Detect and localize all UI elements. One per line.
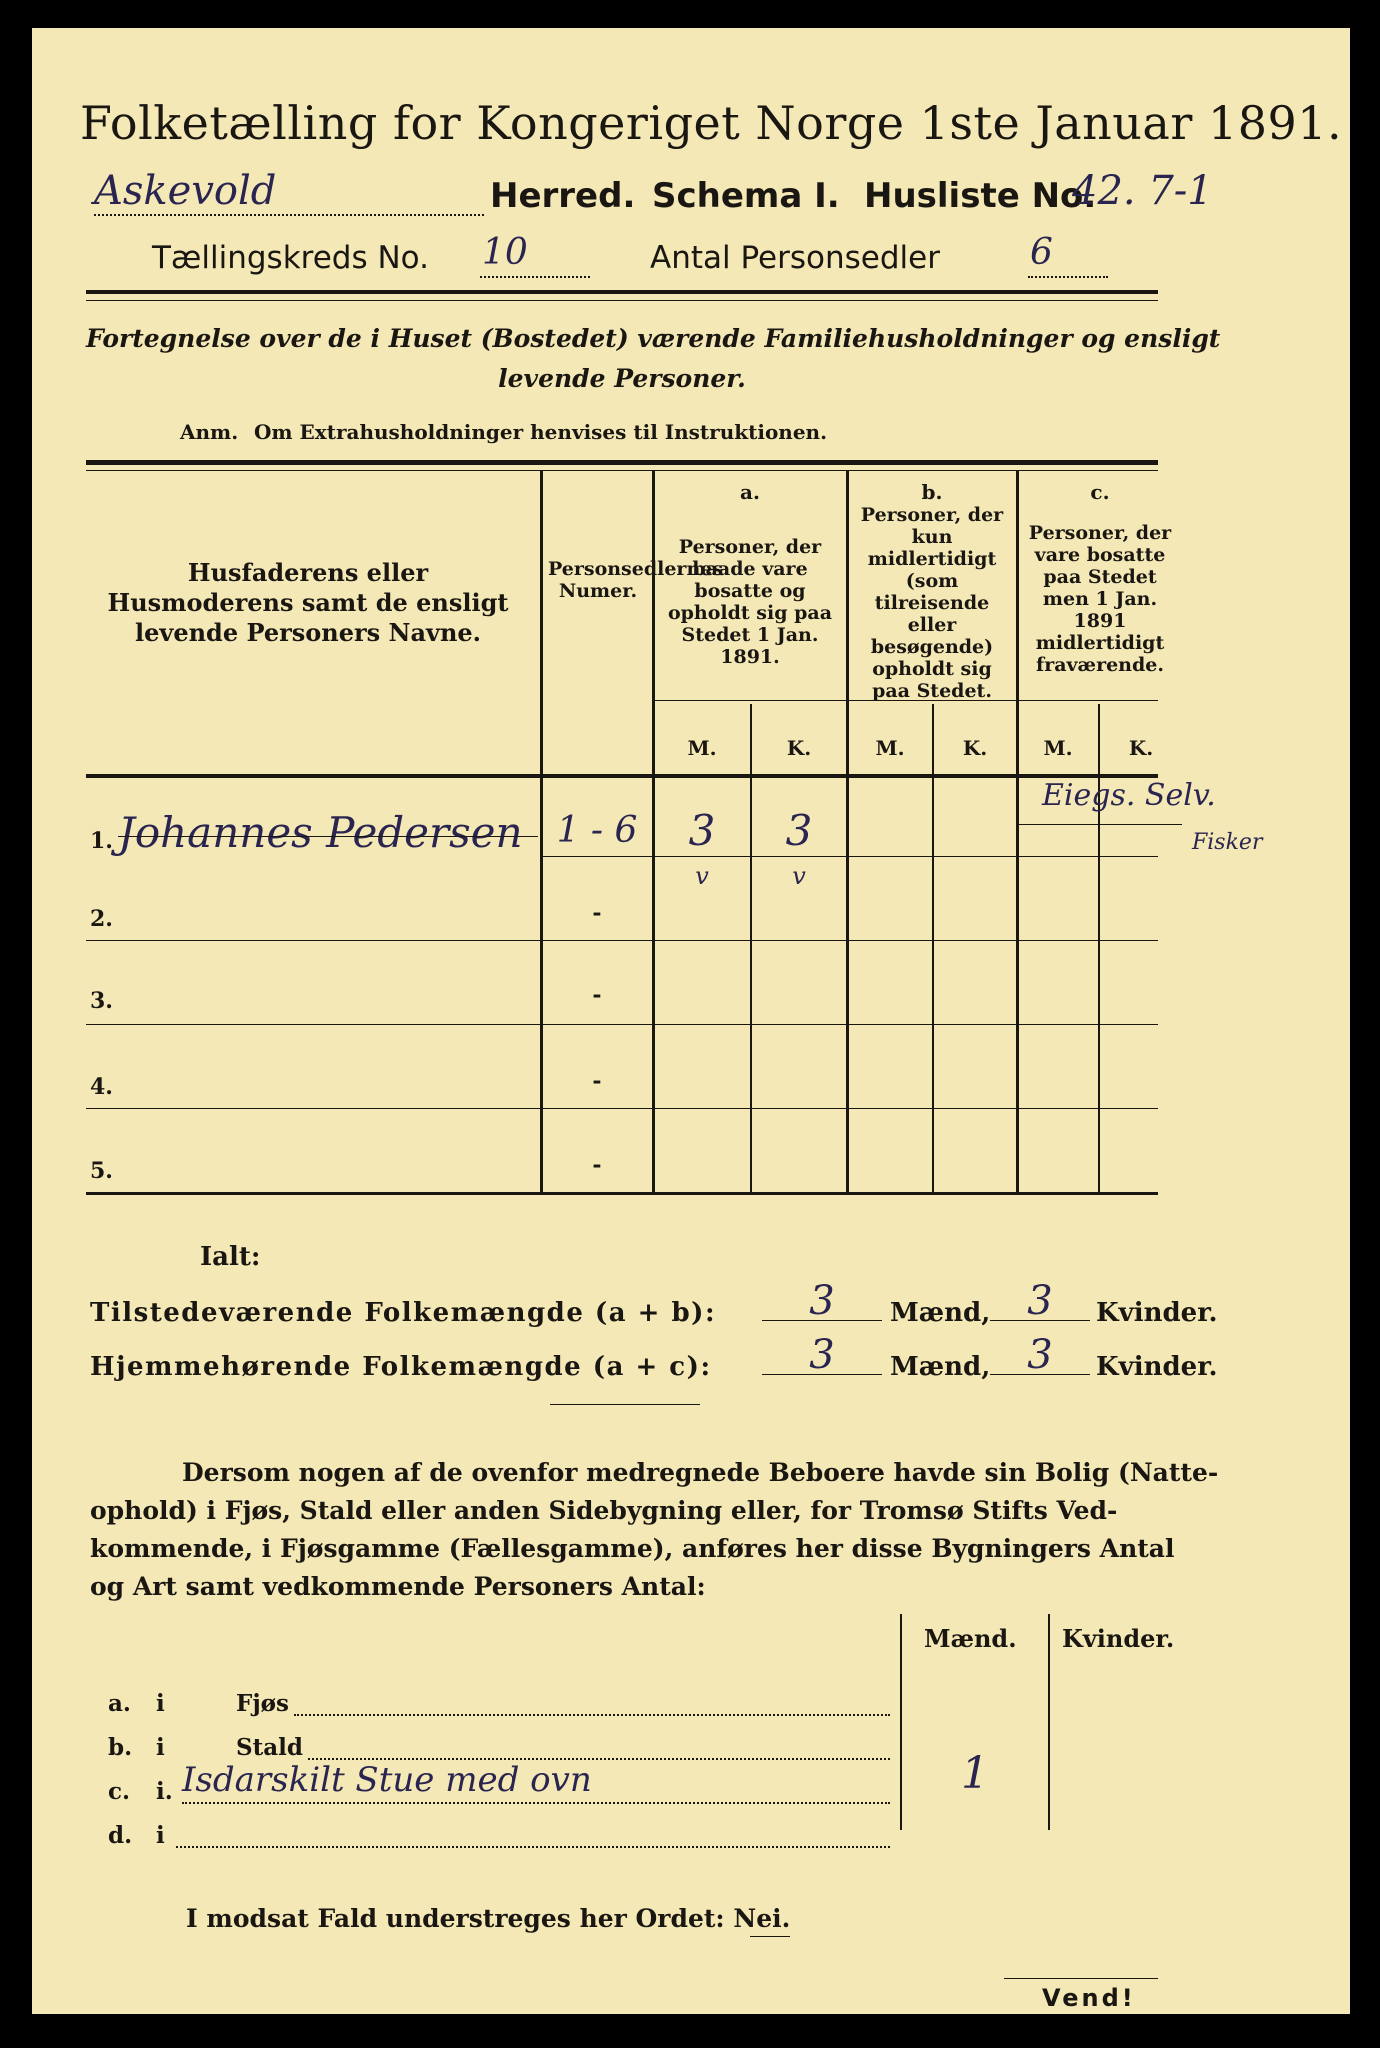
census-form xyxy=(32,28,1350,2014)
row-1-note: Eiegs. Selv. xyxy=(1042,778,1216,813)
header-c-m: M. xyxy=(1043,736,1073,760)
tilstede-k: 3 xyxy=(1027,1278,1053,1324)
item-d-key: d. xyxy=(108,1822,133,1849)
vend-label: Vend! xyxy=(1042,1984,1136,2012)
nei-underline xyxy=(750,1936,790,1937)
herred-dots xyxy=(94,214,484,216)
antal-value: 6 xyxy=(1030,232,1053,273)
hjemme-kvinder: Kvinder. xyxy=(1096,1352,1218,1382)
item-d-dots xyxy=(176,1846,890,1848)
col-header-b: Personer, der kun midlertidigt (som tilreisende eller besøgende) opholdt sig paa Stedet. xyxy=(860,504,1004,702)
row-1-note-2: Fisker xyxy=(1192,830,1263,855)
row-1-rule-name xyxy=(118,836,538,837)
tilstede-maend: Mænd, xyxy=(890,1298,991,1328)
nei-text: I modsat Fald understreges her Ordet: Nei. xyxy=(186,1904,791,1933)
buildings-col-2 xyxy=(1048,1614,1050,1830)
herred-label: Herred. xyxy=(490,176,636,216)
tilstede-m-line xyxy=(762,1320,882,1321)
col-header-names: Husfaderens eller Husmoderens samt de ensligt levende Personers Navne. xyxy=(107,558,509,647)
col-header-c-letter: c. xyxy=(1090,480,1110,504)
item-a-i: i xyxy=(156,1690,165,1717)
row-1-check-m: v xyxy=(695,862,709,890)
husliste-value: 42. 7-1 xyxy=(1072,168,1213,214)
section-divider xyxy=(550,1404,700,1405)
header-a-k: K. xyxy=(786,736,812,760)
buildings-p2: ophold) i Fjøs, Stald eller anden Sidebygning eller, for Tromsø Stifts Ved- xyxy=(90,1496,1118,1525)
col-header-b-letter: b. xyxy=(921,480,943,504)
husliste-label: Husliste No. xyxy=(864,176,1097,216)
buildings-kvinder-header: Kvinder. xyxy=(1062,1624,1175,1653)
tilstede-m: 3 xyxy=(809,1278,835,1324)
tilstede-label: Tilstedeværende Folkemængde (a + b): xyxy=(90,1298,717,1328)
col-divider-3 xyxy=(846,470,849,1192)
row-1-num: 1. xyxy=(90,828,113,854)
row-1-a-m: 3 xyxy=(688,806,716,855)
header-b-m: M. xyxy=(875,736,905,760)
row-1-check-k: v xyxy=(792,862,806,890)
anm-label: Anm. xyxy=(180,420,239,444)
row-1-rule-cells xyxy=(542,856,1158,857)
row-4-num: 4. xyxy=(90,1074,113,1100)
item-a-label: Fjøs xyxy=(236,1690,289,1717)
anm-text: Om Extrahusholdninger henvises til Instruktionen. xyxy=(254,420,828,444)
item-a-dots xyxy=(294,1714,890,1716)
header-a-m: M. xyxy=(687,736,717,760)
col-header-num: Personsedlernes Numer. xyxy=(548,558,724,602)
row-4-sedler: - xyxy=(592,1068,602,1094)
row-5-num: 5. xyxy=(90,1158,113,1184)
mk-rule xyxy=(652,700,1158,701)
col-header-c: Personer, der vare bosatte paa Stedet men 1 Jan. 1891 midlertidigt fraværende. xyxy=(1028,522,1172,676)
intro-line-1: Fortegnelse over de i Huset (Bostedet) værende Familiehusholdninger og ensligt xyxy=(86,324,1221,353)
item-b-key: b. xyxy=(108,1734,133,1761)
row-2-sedler: - xyxy=(592,900,602,926)
col-header-a-letter: a. xyxy=(740,480,760,504)
form-title: Folketælling for Kongeriget Norge 1ste Januar 1891. xyxy=(80,96,1343,150)
buildings-p1: Dersom nogen af de ovenfor medregnede Beboere havde sin Bolig (Natte- xyxy=(182,1458,1219,1487)
row-1-sedler: 1 - 6 xyxy=(556,810,638,851)
schema-label: Schema I. xyxy=(652,176,840,216)
header-b-k: K. xyxy=(962,736,988,760)
rule-top-2 xyxy=(86,300,1158,301)
kreds-dots xyxy=(480,276,590,278)
hjemme-k-line xyxy=(990,1374,1090,1375)
row-1-a-k: 3 xyxy=(785,806,813,855)
row-3-sedler: - xyxy=(592,982,602,1008)
hjemme-m-line xyxy=(762,1374,882,1375)
tilstede-k-line xyxy=(990,1320,1090,1321)
intro-line-2: levende Personer. xyxy=(498,364,746,393)
ialt-label: Ialt: xyxy=(200,1242,261,1272)
table-bottom-rule xyxy=(86,1192,1158,1195)
item-c-label: Isdarskilt Stue med ovn xyxy=(182,1760,592,1800)
table-body-rule xyxy=(86,774,1158,778)
kreds-value: 10 xyxy=(482,232,528,273)
item-d-i: i xyxy=(156,1822,165,1849)
item-b-label: Stald xyxy=(236,1734,303,1761)
col-divider-4 xyxy=(1016,470,1019,1192)
item-a-key: a. xyxy=(108,1690,131,1717)
row-3-rule xyxy=(86,1024,1158,1025)
row-1-rule-note xyxy=(1018,824,1182,825)
hjemme-maend: Mænd, xyxy=(890,1352,991,1382)
col-header-a: Personer, der baade vare bosatte og opholdt sig paa Stedet 1 Jan. 1891. xyxy=(667,536,833,668)
buildings-p3: kommende, i Fjøsgamme (Fællesgamme), anføres her disse Bygningers Antal xyxy=(90,1534,1175,1563)
item-c-dots xyxy=(182,1802,890,1804)
row-5-sedler: - xyxy=(592,1152,602,1178)
vend-rule xyxy=(1004,1978,1158,1979)
item-b-i: i xyxy=(156,1734,165,1761)
rule-top-1 xyxy=(86,290,1158,294)
row-2-num: 2. xyxy=(90,906,113,932)
antal-dots xyxy=(1028,276,1108,278)
row-4-rule xyxy=(86,1108,1158,1109)
hjemme-k: 3 xyxy=(1027,1332,1053,1378)
kreds-label: Tællingskreds No. xyxy=(152,240,429,276)
row-1-name: Johannes Pedersen xyxy=(118,808,523,857)
table-top-rule xyxy=(86,460,1158,465)
antal-label: Antal Personsedler xyxy=(650,240,940,276)
hjemme-m: 3 xyxy=(809,1332,835,1378)
item-c-maend-value: 1 xyxy=(961,1748,989,1799)
header-c-k: K. xyxy=(1128,736,1154,760)
row-2-rule xyxy=(86,940,1158,941)
tilstede-kvinder: Kvinder. xyxy=(1096,1298,1218,1328)
hjemme-label: Hjemmehørende Folkemængde (a + c): xyxy=(90,1352,712,1382)
item-c-i: i. xyxy=(156,1778,173,1805)
herred-value: Askevold xyxy=(94,168,277,214)
item-c-key: c. xyxy=(108,1778,131,1805)
buildings-maend-header: Mænd. xyxy=(924,1624,1017,1653)
row-3-num: 3. xyxy=(90,988,113,1014)
buildings-p4: og Art samt vedkommende Personers Antal: xyxy=(90,1572,706,1601)
table-top-rule-2 xyxy=(86,470,1158,471)
